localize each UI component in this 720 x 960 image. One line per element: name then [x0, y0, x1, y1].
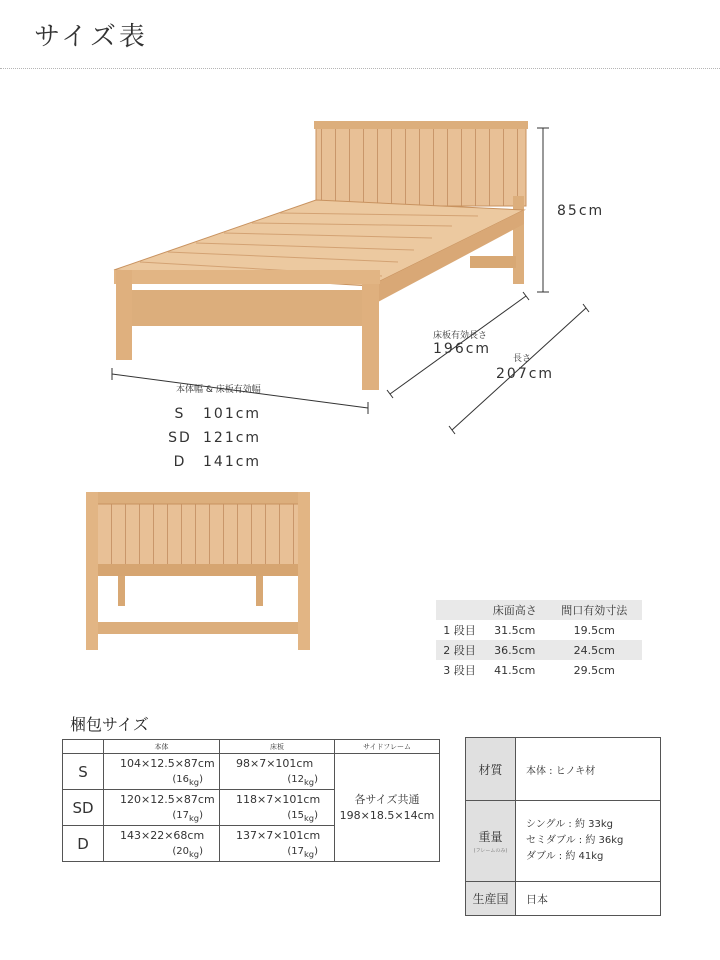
spec-table	[465, 737, 661, 916]
opening-cell: 29.5cm	[573, 663, 615, 677]
width-size-row	[163, 454, 261, 470]
table-header: 床板	[220, 740, 335, 754]
width-size-code: SD	[168, 430, 192, 446]
height-dimension-value: 85cm	[557, 203, 605, 219]
packing-table	[62, 739, 440, 862]
material-label: 材質	[466, 738, 516, 801]
side-frame-dimension: 198×18.5×14cm	[339, 808, 435, 822]
deck-size-cell	[220, 826, 335, 862]
weight-single: シングル : 約 33kg	[526, 819, 614, 830]
deck-length-label: 床板有効長さ	[433, 331, 488, 341]
weight-label: 重量	[478, 830, 503, 844]
weight-semi-double: セミダブル : 約 36kg	[526, 835, 624, 846]
floor-height-cell: 31.5cm	[494, 623, 536, 637]
spec-row-origin	[466, 882, 661, 916]
weight-value-cell	[516, 801, 661, 882]
table-header: 本体	[104, 740, 220, 754]
body-dimension: 120×12.5×87cm	[120, 793, 215, 806]
weight-sub-label: (フレームのみ)	[473, 848, 508, 854]
side-frame-common-label: 各サイズ共通	[354, 792, 420, 806]
spec-row-weight	[466, 801, 661, 882]
deck-weight: $(17_{kg})$	[287, 846, 318, 859]
length-value: 207cm	[496, 366, 555, 382]
height-table	[436, 600, 642, 680]
table-row	[63, 754, 440, 790]
deck-dimension: 137×7×101cm	[236, 829, 321, 842]
table-row	[436, 660, 642, 680]
level-cell: 2 段目	[436, 640, 483, 660]
origin-value: 日本	[516, 882, 661, 916]
table-header: 間口有効寸法	[547, 600, 642, 620]
weight-double: ダブル : 約 41kg	[526, 851, 604, 862]
length-label: 長さ	[513, 354, 532, 364]
width-size-value: 121cm	[203, 430, 262, 446]
bed-end-view-image	[84, 490, 312, 652]
deck-dimension: 118×7×101cm	[236, 793, 321, 806]
width-size-row	[163, 430, 261, 446]
opening-cell: 19.5cm	[573, 623, 615, 637]
width-size-code: S	[174, 406, 186, 422]
deck-weight: $(12_{kg})$	[287, 774, 318, 787]
opening-cell: 24.5cm	[547, 640, 642, 660]
material-value: 本体 : ヒノキ材	[516, 738, 661, 801]
body-dimension: 104×12.5×87cm	[120, 757, 215, 770]
table-header	[63, 740, 104, 754]
size-code-cell: S	[63, 754, 104, 790]
body-weight: $(16_{kg})$	[172, 774, 203, 787]
spec-row-material	[466, 738, 661, 801]
level-cell: 3 段目	[443, 664, 476, 677]
table-row	[436, 640, 642, 660]
deck-weight: $(15_{kg})$	[287, 810, 318, 823]
body-weight: $(20_{kg})$	[172, 846, 203, 859]
width-size-code: D	[173, 454, 187, 470]
deck-size-cell	[220, 790, 335, 826]
table-header: 床面高さ	[483, 600, 547, 620]
floor-height-cell: 41.5cm	[494, 663, 536, 677]
size-code-cell: SD	[63, 790, 104, 826]
size-code-cell: D	[63, 826, 104, 862]
deck-length-value: 196cm	[433, 341, 492, 357]
body-size-cell	[104, 754, 220, 790]
table-header: サイドフレーム	[335, 740, 440, 754]
width-label: 本体幅 & 床板有効幅	[176, 385, 261, 395]
width-size-value: 101cm	[203, 406, 262, 422]
width-size-value: 141cm	[203, 454, 262, 470]
table-row	[436, 620, 642, 640]
body-size-cell	[104, 790, 220, 826]
weight-label-cell	[466, 801, 516, 882]
page-title: サイズ表	[34, 22, 148, 52]
table-header-row	[63, 740, 440, 754]
deck-dimension: 98×7×101cm	[236, 757, 314, 770]
table-header-row	[436, 600, 642, 620]
body-weight: $(17_{kg})$	[172, 810, 203, 823]
body-size-cell	[104, 826, 220, 862]
deck-size-cell	[220, 754, 335, 790]
origin-label: 生産国	[466, 882, 516, 916]
floor-height-cell: 36.5cm	[483, 640, 547, 660]
body-dimension: 143×22×68cm	[120, 829, 205, 842]
side-frame-cell	[335, 754, 440, 862]
width-size-row	[163, 406, 261, 422]
packing-title: 梱包サイズ	[70, 715, 149, 734]
table-header	[436, 600, 483, 620]
level-cell: 1 段目	[443, 624, 476, 637]
